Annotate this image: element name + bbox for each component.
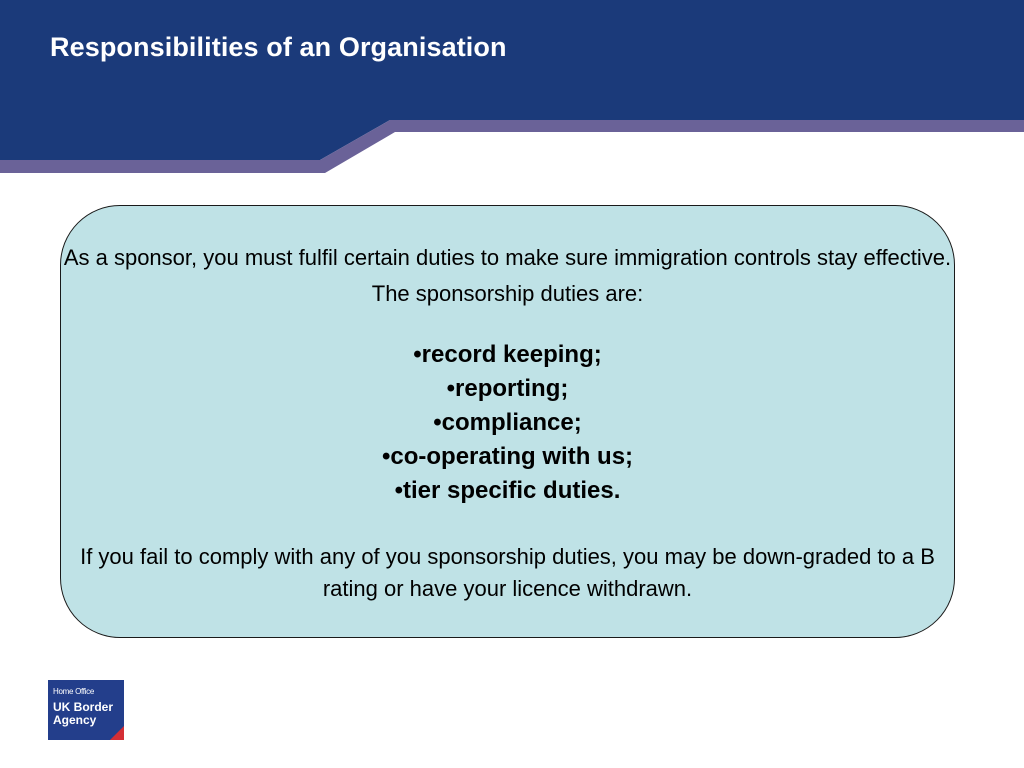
- duty-item: •tier specific duties.: [394, 477, 621, 504]
- intro-text: As a sponsor, you must fulfil certain duties to make sure immigration controls stay effective. The sponsorship duties are:: [63, 245, 952, 306]
- logo-red-corner: [110, 726, 124, 740]
- uk-border-agency-logo: [48, 680, 124, 740]
- duty-item: •compliance;: [433, 409, 582, 436]
- duty-item: •record keeping;: [413, 341, 602, 368]
- duty-item: •reporting;: [446, 375, 569, 402]
- header-band: [0, 0, 1024, 175]
- content-box: [60, 205, 955, 638]
- logo-department-text: Home Office: [53, 687, 95, 696]
- header-blue-area: [0, 0, 1024, 160]
- slide-title: Responsibilities of an Organisation: [50, 32, 507, 62]
- duties-list: [61, 338, 954, 508]
- warning-text: If you fail to comply with any of you sponsorship duties, you may be down-graded to a B rating or have your licence withdrawn.: [80, 544, 935, 601]
- logo-agency-text: UK Border Agency: [53, 700, 114, 727]
- duty-item: •co-operating with us;: [381, 443, 634, 470]
